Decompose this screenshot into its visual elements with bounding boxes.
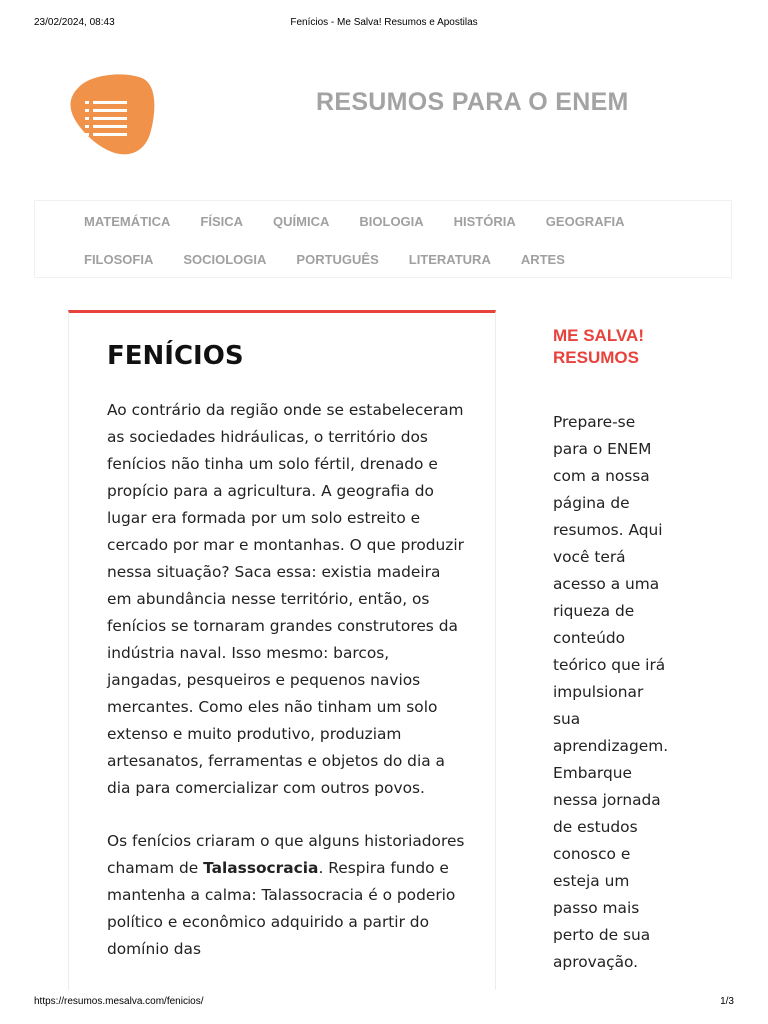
nav-item-quimica[interactable]: QUÍMICA [273, 214, 330, 229]
sidebar-title-line-1: ME SALVA! [553, 326, 644, 345]
nav-item-artes[interactable]: ARTES [520, 252, 565, 267]
site-title[interactable]: RESUMOS PARA O ENEM [316, 88, 629, 116]
sidebar-description: Prepare-se para o ENEM com a nossa página de resumos. Aqui você terá acesso a uma riqueza de conteúdo teórico que irá impulsionar sua aprendizagem. Embarque nessa jornada de estudos conosco e esteja um passo mais perto de sua aprovação. [553, 413, 669, 971]
nav-item-geografia[interactable]: GEOGRAFIA [545, 214, 625, 229]
term-talassocracia: Talassocracia [203, 859, 319, 877]
article-card [68, 310, 496, 1010]
subject-nav-row-1 [84, 214, 655, 229]
article-body [107, 397, 467, 989]
nav-item-fisica[interactable]: FÍSICA [200, 214, 244, 229]
print-footer [0, 990, 768, 1024]
print-url: https://resumos.mesalva.com/fenicios/ [34, 996, 204, 1007]
subject-nav-row-2 [84, 252, 595, 267]
paragraph-2-text-end: . Respira fundo e mantenha a calma: Talassocracia é o poderio político e econômico adquirido a partir do domínio das [107, 859, 456, 958]
site-logo-icon[interactable] [68, 72, 158, 156]
article-paragraph-1: Ao contrário da região onde se estabeleceram as sociedades hidráulicas, o território dos fenícios não tinha um solo fértil, drenado e propício para a agricultura. A geografia do lugar era formada por um solo estreito e cercado por mar e montanhas. O que produzir nessa situação? Saca essa: existia madeira em abundância nesse território, então, os fenícios se tornaram grandes construtores da indústria naval. Isso mesmo: barcos, jangadas, pesqueiros e pequenos navios mercantes. Como eles não tinham um solo extenso e muito produtivo, produziam artesanatos, ferramentas e objetos do dia a dia para comercializar com outros povos. [107, 401, 464, 797]
nav-item-filosofia[interactable]: FILOSOFIA [84, 252, 154, 267]
print-header [0, 0, 768, 44]
sidebar [553, 325, 683, 976]
paragraph-2-text-start: Os fenícios criaram o que alguns historiadores chamam de [107, 832, 465, 877]
sidebar-title [553, 325, 683, 369]
nav-item-historia[interactable]: HISTÓRIA [453, 214, 516, 229]
nav-item-literatura[interactable]: LITERATURA [408, 252, 491, 267]
print-page-number: 1/3 [720, 996, 734, 1007]
nav-item-biologia[interactable]: BIOLOGIA [359, 214, 424, 229]
article-title: FENÍCIOS [107, 341, 244, 371]
print-datetime: 23/02/2024, 08:43 [34, 17, 115, 28]
subject-nav [34, 200, 732, 278]
nav-item-sociologia[interactable]: SOCIOLOGIA [183, 252, 267, 267]
nav-item-portugues[interactable]: PORTUGUÊS [296, 252, 379, 267]
sidebar-title-line-2: RESUMOS [553, 348, 639, 367]
print-page-title: Fenícios - Me Salva! Resumos e Apostilas [290, 17, 478, 28]
nav-item-matematica[interactable]: MATEMÁTICA [84, 214, 171, 229]
article-paragraph-2 [107, 828, 467, 963]
